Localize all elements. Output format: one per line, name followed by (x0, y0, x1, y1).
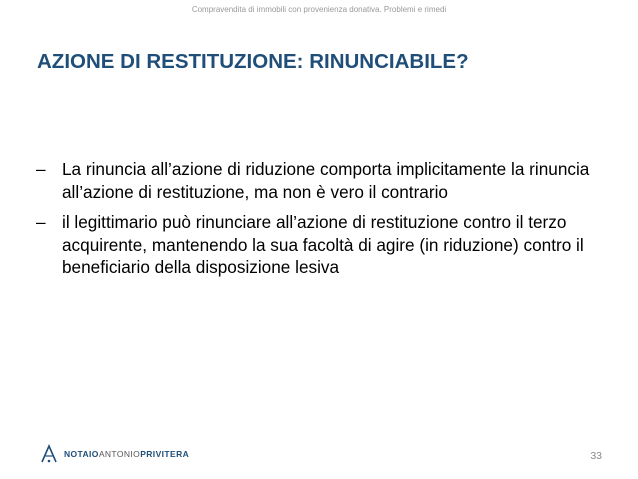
logo-text (64, 449, 189, 459)
logo-a-icon (40, 444, 58, 464)
bullet-list (36, 158, 616, 287)
bullet-marker: – (36, 212, 46, 232)
footer-logo (40, 444, 189, 464)
bullet-text: il legittimario può rinunciare all’azione di restituzione contro il terzo acquirente, mantenendo la sua facoltà di agire (in riduzione) contro il beneficiario della disposizione lesiva (62, 212, 584, 277)
slide-title: AZIONE DI RESTITUZIONE: RINUNCIABILE? (37, 50, 469, 73)
logo-text-notaio: NOTAIO (64, 449, 99, 459)
bullet-item-1 (36, 158, 616, 203)
bullet-text: La rinuncia all’azione di riduzione comporta implicitamente la rinuncia all’azione di restituzione, ma non è vero il contrario (62, 159, 590, 202)
bullet-marker: – (36, 159, 46, 179)
bullet-item-2 (36, 211, 616, 279)
slide-header: Compravendita di immobili con provenienza donativa. Problemi e rimedi (191, 5, 447, 14)
page-number: 33 (590, 450, 602, 462)
logo-text-name: ANTONIO (98, 449, 141, 459)
logo-text-surname: PRIVITERA (140, 449, 190, 459)
